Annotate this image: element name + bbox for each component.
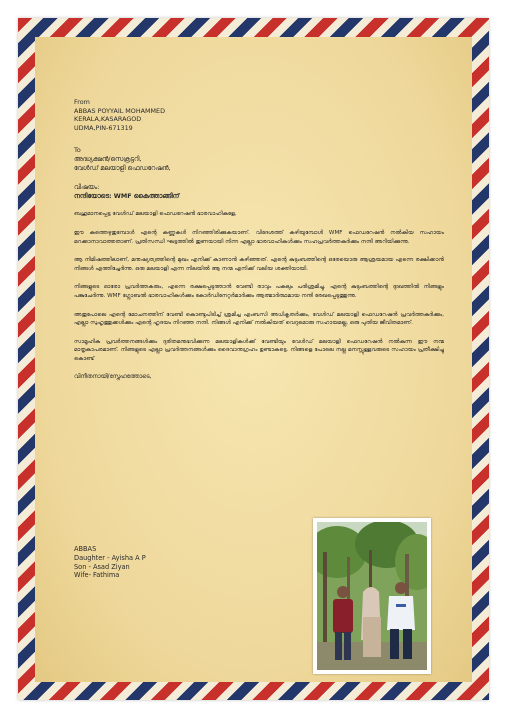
subject-label: വിഷയം: — [74, 183, 100, 192]
sender-line: ABBAS POYYAIL MOHAMMED — [74, 106, 165, 115]
closing-line: വിനീതനായി/സ്നേഹത്തോടെ, — [74, 374, 152, 381]
sender-label: From — [74, 98, 90, 106]
sender-line: UDMA,PIN-671319 — [74, 123, 133, 132]
family-photo — [317, 522, 427, 670]
signature-line: Son - Asad Ziyan — [74, 562, 130, 571]
sender-address — [74, 98, 444, 132]
recipient-line: വേൾഡ് മലയാളി ഫെഡറേഷൻ, — [74, 163, 171, 172]
signature-block — [74, 545, 146, 580]
subject-text: നന്ദിയോടെ: WMF കൈത്താങ്ങിന് — [74, 191, 180, 200]
subject-block — [74, 183, 444, 200]
body-paragraph: ഈ കത്തെഴുതുമ്പോൾ എന്റെ കണ്ണുകൾ നിറഞ്ഞിരിക്കുകയാണ്. വിദേശത്ത് കഴിയുമ്പോൾ WMF ഫെഡറേഷൻ നൽകിയ സഹായം മറക്കാനാവാത്തതാണ്. പ്രതിസന്ധി ഘട്ടത്തിൽ തുണയായി നിന്ന എല്ലാ ഭാരവാഹികൾക്കും സഹപ്രവർത്തകർക്കും നന്ദി അറിയിക്കുന്നു. — [74, 229, 444, 245]
recipient-label: To — [74, 146, 81, 155]
signature-line: Wife- Fathima — [74, 571, 120, 580]
signature-name: ABBAS — [74, 545, 97, 553]
sender-line: KERALA,KASARAGOD — [74, 115, 142, 124]
body-paragraph: ആ നിമിഷത്തിലാണ്, മനുഷ്യത്വത്തിന്റെ മുഖം എനിക്ക് കാണാൻ കഴിഞ്ഞത്. എന്റെ കുടുംബത്തിന്റെ ഒരേയൊരു ആശ്രയമായ എന്നെ രക്ഷിക്കാൻ നിങ്ങൾ എത്തിച്ചേർന്നു. ഒരു മലയാളി എന്ന നിലയിൽ ആ നന്മ എനിക്ക് വലിയ ശക്തിയായി. — [74, 257, 444, 272]
body-paragraph: സാമൂഹിക പ്രവർത്തനങ്ങൾക്കും ദുരിതമനുഭവിക്കുന്ന മലയാളികൾക്ക് വേണ്ടിയും വേൾഡ് മലയാളി ഫെഡറേഷൻ നൽകുന്ന ഈ നന്മ മാതൃകാപരമാണ്. നിങ്ങളുടെ എല്ലാ പ്രവർത്തനങ്ങൾക്കും ദൈവാനുഗ്രഹം ഉണ്ടാകട്ടെ. നിങ്ങളെ പോലെ നല്ല മനസ്സുള്ളവരുടെ സഹായം പ്രതീക്ഷിച്ചു കൊണ്ട് — [74, 338, 444, 362]
greeting: ബഹുമാനപ്പെട്ട വേൾഡ് മലയാളി ഫെഡറേഷൻ ഭാരവാഹികളേ, — [74, 211, 237, 218]
family-photo-illustration — [317, 522, 427, 670]
family-photo-frame — [313, 518, 431, 674]
body-paragraph: നിങ്ങളുടെ ഓരോ പ്രവർത്തകരും, എന്നെ രക്ഷപ്പെടുത്താൻ വേണ്ടി രാവും പകലും പരിശ്രമിച്ചു. എന്റെ കുടുംബത്തിന്റെ ദുഃഖത്തിൽ നിങ്ങളും പങ്കുചേർന്നു. WMF ഗ്ലോബൽ ഭാരവാഹികൾക്കും കോർഡിനേറ്റർമാർക്കും ആത്മാർത്ഥമായ നന്ദി രേഖപ്പെടുത്തുന്നു. — [74, 284, 444, 299]
recipient-line: അദ്ധ്യക്ഷൻ/സെക്രട്ടറി, — [74, 154, 142, 163]
recipient-address — [74, 146, 444, 172]
body-paragraph: അതുപോലെ എന്റെ മോചനത്തിന് വേണ്ടി കൊണ്ടുപിടിച്ച് ശ്രമിച്ച എംബസി അധികൃതർക്കും, വേൾഡ് മലയാളി ഫെഡറേഷൻ പ്രവർത്തകർക്കും, എല്ലാ സുഹൃത്തുക്കൾക്കും എന്റെ ഹൃദയം നിറഞ്ഞ നന്ദി. നിങ്ങൾ എനിക്ക് നൽകിയത് വെറുമൊരു സഹായമല്ല, ഒരു പുതിയ ജീവിതമാണ്. — [74, 311, 444, 327]
signature-line: Daughter - Ayisha A P — [74, 553, 146, 562]
letter-body — [74, 98, 444, 381]
